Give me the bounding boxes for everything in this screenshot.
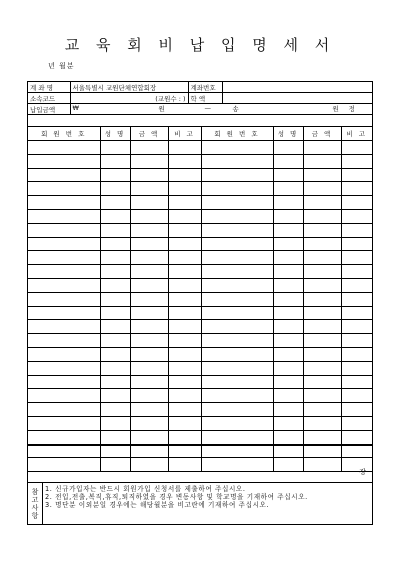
table-cell[interactable]: [168, 430, 201, 444]
table-cell[interactable]: [130, 389, 168, 403]
school-name-label: 학 액: [188, 93, 222, 104]
note-item: 1. 신규가입자는 반드시 회원가입 신청서를 제출하여 주십시오.: [45, 485, 246, 493]
table-cell[interactable]: [100, 334, 130, 348]
table-cell[interactable]: [28, 320, 100, 334]
table-cell[interactable]: [341, 389, 372, 403]
table-cell[interactable]: [130, 196, 168, 210]
table-body: [28, 141, 372, 472]
table-cell[interactable]: [201, 430, 273, 444]
table-cell[interactable]: [28, 389, 100, 403]
table-cell[interactable]: [100, 347, 130, 361]
table-cell[interactable]: [341, 403, 372, 417]
table-cell[interactable]: [201, 292, 273, 306]
page-title: 교 육 회 비 납 입 명 세 서: [64, 36, 336, 54]
table-cell[interactable]: [273, 334, 303, 348]
table-cell[interactable]: [130, 320, 168, 334]
table-row: [28, 278, 372, 292]
table-cell[interactable]: [130, 403, 168, 417]
col-amount-2: 금 액: [303, 127, 341, 141]
table-cell[interactable]: [130, 347, 168, 361]
table-cell[interactable]: [100, 209, 130, 223]
table-cell[interactable]: [273, 375, 303, 389]
table-cell[interactable]: [201, 306, 273, 320]
table-cell[interactable]: [303, 196, 341, 210]
table-row: [28, 403, 372, 417]
table-cell[interactable]: [201, 237, 273, 251]
table-cell[interactable]: [130, 141, 168, 155]
table-cell[interactable]: [201, 141, 273, 155]
table-cell[interactable]: [303, 265, 341, 279]
account-no-label: 계좌번호: [188, 82, 222, 93]
table-cell[interactable]: [28, 430, 100, 444]
table-cell[interactable]: [28, 223, 100, 237]
table-row: [28, 375, 372, 389]
table-cell[interactable]: [273, 168, 303, 182]
table-cell[interactable]: [100, 403, 130, 417]
table-cell[interactable]: [201, 278, 273, 292]
total-suffix: 장: [359, 468, 366, 476]
note-item: 2. 전입,전출,복직,휴직,퇴직하였을 경우 변동사항 및 학교명을 기재하여 주십시오.: [45, 493, 308, 501]
table-cell[interactable]: [168, 237, 201, 251]
table-cell[interactable]: [28, 416, 100, 430]
table-cell[interactable]: [28, 361, 100, 375]
table-row: [28, 141, 372, 155]
table-cell[interactable]: [303, 347, 341, 361]
table-cell[interactable]: [303, 168, 341, 182]
notes-section: [28, 482, 372, 525]
table-cell[interactable]: [168, 347, 201, 361]
amount-unit-5: 정: [348, 105, 355, 113]
table-cell[interactable]: [28, 251, 100, 265]
table-cell[interactable]: [168, 375, 201, 389]
table-cell[interactable]: [130, 168, 168, 182]
table-cell[interactable]: [273, 237, 303, 251]
table-row: [28, 334, 372, 348]
table-cell[interactable]: [273, 209, 303, 223]
col-name-2: 성 명: [273, 127, 303, 141]
school-name-value[interactable]: [222, 93, 372, 104]
account-name-value: 서울특별시 교원단체연합회장: [70, 82, 188, 93]
table-cell[interactable]: [273, 306, 303, 320]
table-cell[interactable]: [100, 389, 130, 403]
col-remark: 비 고: [168, 127, 201, 141]
table-cell[interactable]: [100, 168, 130, 182]
table-cell[interactable]: [130, 154, 168, 168]
table-cell[interactable]: [341, 292, 372, 306]
table-row: [28, 223, 372, 237]
table-cell[interactable]: [201, 347, 273, 361]
table-cell[interactable]: [168, 361, 201, 375]
table-cell[interactable]: [168, 209, 201, 223]
col-remark-2: 비 고: [341, 127, 372, 141]
table-cell[interactable]: [130, 265, 168, 279]
table-cell[interactable]: [130, 430, 168, 444]
table-cell[interactable]: [273, 154, 303, 168]
table-cell[interactable]: [100, 320, 130, 334]
col-name: 성 명: [100, 127, 130, 141]
table-header-row: [28, 127, 372, 141]
table-cell[interactable]: [130, 209, 168, 223]
table-cell[interactable]: [28, 265, 100, 279]
table-cell[interactable]: [28, 168, 100, 182]
table-cell[interactable]: [341, 223, 372, 237]
amount-label: 납입금액: [28, 104, 70, 115]
table-cell[interactable]: [28, 182, 100, 196]
table-cell[interactable]: [100, 265, 130, 279]
table-cell[interactable]: [201, 403, 273, 417]
table-cell[interactable]: [273, 403, 303, 417]
table-cell[interactable]: [168, 306, 201, 320]
table-cell[interactable]: [341, 320, 372, 334]
table-cell[interactable]: [201, 251, 273, 265]
table-cell[interactable]: [201, 416, 273, 430]
school-code-label: 소속코드: [28, 93, 70, 104]
table-cell[interactable]: [341, 361, 372, 375]
table-cell[interactable]: [168, 141, 201, 155]
table-cell[interactable]: [130, 334, 168, 348]
table-cell[interactable]: [28, 403, 100, 417]
table-row: [28, 196, 372, 210]
table-cell[interactable]: [100, 251, 130, 265]
table-cell[interactable]: [341, 347, 372, 361]
table-cell[interactable]: [28, 375, 100, 389]
table-cell[interactable]: [273, 430, 303, 444]
table-cell[interactable]: [168, 389, 201, 403]
amount-unit-3: 송: [232, 105, 239, 113]
table-cell[interactable]: [168, 403, 201, 417]
table-cell[interactable]: [168, 168, 201, 182]
table-cell[interactable]: [168, 196, 201, 210]
table-cell[interactable]: [341, 416, 372, 430]
table-row: [28, 237, 372, 251]
table-cell[interactable]: [303, 223, 341, 237]
table-cell[interactable]: [130, 182, 168, 196]
member-table: [28, 126, 372, 472]
table-cell[interactable]: [273, 223, 303, 237]
table-cell[interactable]: [100, 196, 130, 210]
table-cell[interactable]: [130, 278, 168, 292]
table-cell[interactable]: [130, 237, 168, 251]
table-cell[interactable]: [28, 141, 100, 155]
table-cell[interactable]: [303, 278, 341, 292]
table-cell[interactable]: [28, 347, 100, 361]
table-cell[interactable]: [303, 306, 341, 320]
col-member-no-2: 회 원 번 호: [201, 127, 273, 141]
table-cell[interactable]: [201, 196, 273, 210]
payment-form: [27, 81, 373, 525]
table-cell[interactable]: [341, 430, 372, 444]
table-cell[interactable]: [273, 278, 303, 292]
table-row: [28, 154, 372, 168]
table-cell[interactable]: [201, 265, 273, 279]
table-cell[interactable]: [303, 361, 341, 375]
table-cell[interactable]: [341, 168, 372, 182]
table-cell[interactable]: [303, 182, 341, 196]
table-cell[interactable]: [201, 209, 273, 223]
amount-row: [28, 104, 372, 115]
table-cell[interactable]: [100, 141, 130, 155]
table-cell[interactable]: [130, 306, 168, 320]
member-count[interactable]: (교원수 : ): [70, 93, 188, 104]
table-cell[interactable]: [303, 430, 341, 444]
table-cell[interactable]: [168, 334, 201, 348]
table-cell[interactable]: [341, 237, 372, 251]
table-cell[interactable]: [303, 334, 341, 348]
table-cell[interactable]: [130, 416, 168, 430]
table-cell[interactable]: [168, 251, 201, 265]
table-cell[interactable]: [100, 416, 130, 430]
table-cell[interactable]: [303, 251, 341, 265]
table-cell[interactable]: [100, 430, 130, 444]
table-cell[interactable]: [273, 416, 303, 430]
table-cell[interactable]: [100, 154, 130, 168]
table-row: [28, 265, 372, 279]
table-cell[interactable]: [303, 292, 341, 306]
header-table: [28, 82, 372, 115]
table-row: [28, 389, 372, 403]
table-cell[interactable]: [303, 320, 341, 334]
school-row: [28, 93, 372, 104]
table-cell[interactable]: [100, 306, 130, 320]
table-cell[interactable]: [341, 182, 372, 196]
period-label: 년 월분: [48, 62, 75, 70]
table-cell[interactable]: [201, 334, 273, 348]
table-cell[interactable]: [168, 320, 201, 334]
table-cell[interactable]: [28, 292, 100, 306]
table-row: [28, 361, 372, 375]
table-row: [28, 430, 372, 444]
table-cell[interactable]: [341, 334, 372, 348]
won-symbol: ₩: [72, 104, 79, 112]
table-cell[interactable]: [201, 168, 273, 182]
table-cell[interactable]: [130, 375, 168, 389]
table-cell[interactable]: [201, 375, 273, 389]
account-name-label: 계 좌 명: [28, 82, 70, 93]
table-cell[interactable]: [201, 182, 273, 196]
table-row: [28, 347, 372, 361]
table-cell[interactable]: [130, 223, 168, 237]
table-cell[interactable]: [303, 389, 341, 403]
table-row: [28, 416, 372, 430]
table-cell[interactable]: [100, 375, 130, 389]
table-cell[interactable]: [168, 154, 201, 168]
table-cell[interactable]: [341, 251, 372, 265]
table-cell[interactable]: [341, 196, 372, 210]
table-cell[interactable]: [201, 361, 273, 375]
table-cell[interactable]: [28, 334, 100, 348]
table-row: [28, 251, 372, 265]
table-cell[interactable]: [341, 154, 372, 168]
table-cell[interactable]: [273, 265, 303, 279]
table-cell[interactable]: [168, 292, 201, 306]
table-row: [28, 168, 372, 182]
table-cell[interactable]: [100, 182, 130, 196]
table-cell[interactable]: [168, 265, 201, 279]
table-cell[interactable]: [273, 182, 303, 196]
table-cell[interactable]: [303, 154, 341, 168]
table-row: [28, 306, 372, 320]
table-cell[interactable]: [303, 375, 341, 389]
table-cell[interactable]: [201, 223, 273, 237]
table-cell[interactable]: [273, 292, 303, 306]
col-amount: 금 액: [130, 127, 168, 141]
amount-unit-4: 원: [332, 105, 339, 113]
table-cell[interactable]: [303, 403, 341, 417]
amount-unit-2: —: [204, 104, 211, 112]
table-row: [28, 182, 372, 196]
table-cell[interactable]: [303, 209, 341, 223]
total-row: [28, 445, 372, 483]
table-cell[interactable]: [28, 196, 100, 210]
table-cell[interactable]: [273, 389, 303, 403]
amount-unit-1: 원: [158, 105, 165, 113]
table-cell[interactable]: [303, 237, 341, 251]
table-cell[interactable]: [100, 292, 130, 306]
table-cell[interactable]: [100, 361, 130, 375]
table-cell[interactable]: [100, 278, 130, 292]
table-cell[interactable]: [341, 278, 372, 292]
table-cell[interactable]: [28, 278, 100, 292]
table-cell[interactable]: [273, 347, 303, 361]
table-cell[interactable]: [168, 278, 201, 292]
table-cell[interactable]: [100, 223, 130, 237]
table-cell[interactable]: [341, 141, 372, 155]
table-cell[interactable]: [273, 320, 303, 334]
table-cell[interactable]: [303, 141, 341, 155]
table-cell[interactable]: [341, 209, 372, 223]
account-row: [28, 82, 372, 93]
table-cell[interactable]: [303, 416, 341, 430]
table-cell[interactable]: [130, 292, 168, 306]
notes-list: [45, 485, 370, 509]
table-cell[interactable]: [100, 237, 130, 251]
table-cell[interactable]: [201, 320, 273, 334]
table-cell[interactable]: [130, 251, 168, 265]
table-cell[interactable]: [201, 154, 273, 168]
account-no-value[interactable]: [222, 82, 372, 93]
table-cell[interactable]: [273, 251, 303, 265]
table-row: [28, 320, 372, 334]
amount-value[interactable]: [70, 104, 372, 115]
table-cell[interactable]: [341, 306, 372, 320]
notes-label: 참고사항: [28, 483, 43, 525]
table-cell[interactable]: [273, 141, 303, 155]
note-item: 3. 명단분 이외분일 경우에는 해당월분을 비고란에 기재하여 주십시오.: [45, 501, 270, 509]
table-cell[interactable]: [28, 306, 100, 320]
table-cell[interactable]: [273, 196, 303, 210]
table-cell[interactable]: [341, 375, 372, 389]
table-cell[interactable]: [28, 154, 100, 168]
table-cell[interactable]: [273, 361, 303, 375]
table-row: [28, 209, 372, 223]
table-cell[interactable]: [28, 209, 100, 223]
col-member-no: 회 원 번 호: [28, 127, 100, 141]
table-cell[interactable]: [201, 389, 273, 403]
table-cell[interactable]: [28, 237, 100, 251]
table-cell[interactable]: [341, 265, 372, 279]
table-row: [28, 292, 372, 306]
table-cell[interactable]: [168, 416, 201, 430]
table-cell[interactable]: [168, 223, 201, 237]
table-cell[interactable]: [168, 182, 201, 196]
table-cell[interactable]: [130, 361, 168, 375]
